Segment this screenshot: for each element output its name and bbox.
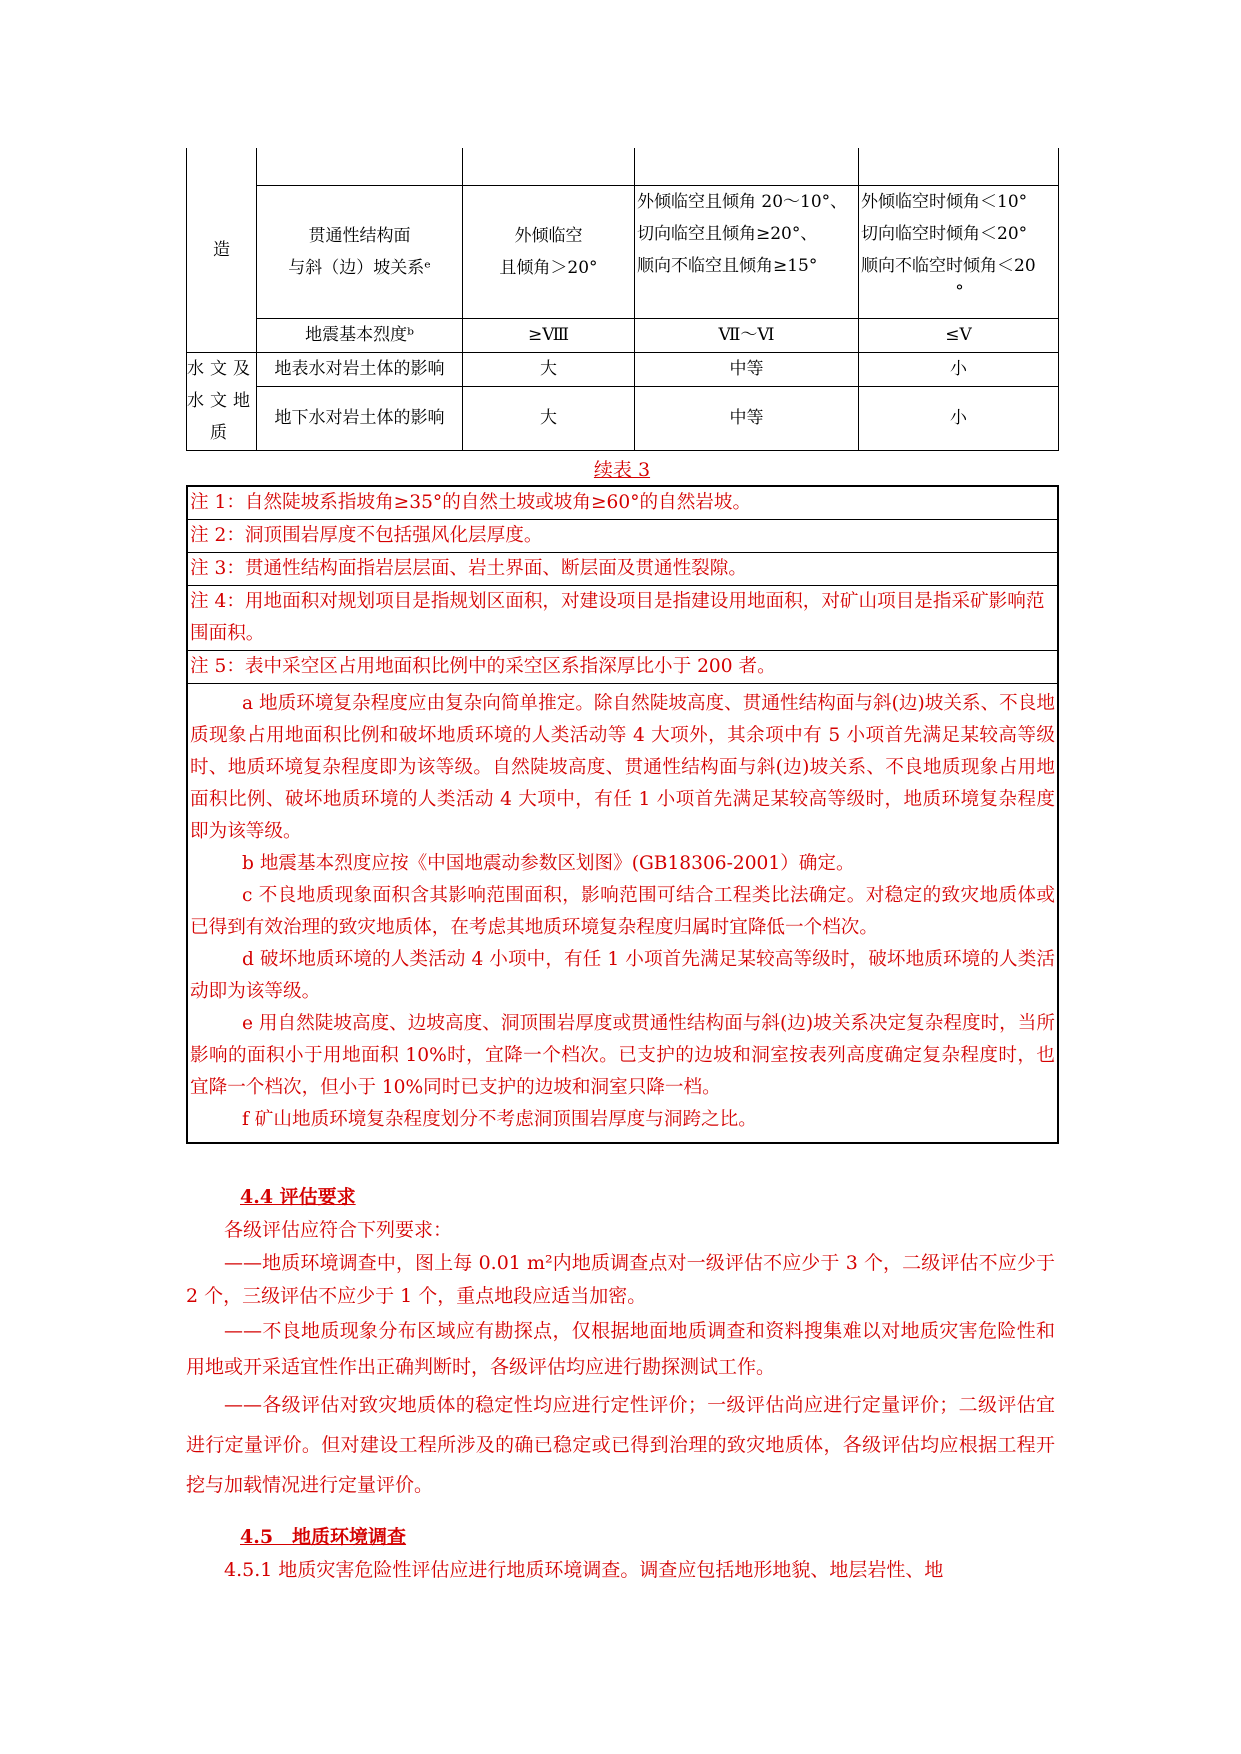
simple-cell: 外倾临空时倾角＜10° 切向临空时倾角＜20° 顺向不临空时倾角＜20 °: [859, 185, 1059, 318]
row-label: 地下水对岩土体的影响: [257, 386, 463, 450]
requirement-item: ——地质环境调查中，图上每 0.01 m²内地质调查点对一级评估不应少于 3 个，二级评估不应少于 2 个，三级评估不应少于 1 个，重点地段应适当加密。: [186, 1252, 1055, 1307]
note-4: 注 4：用地面积对规划项目是指规划区面积，对建设项目是指建设用地面积，对矿山项目是指采矿影响范围面积。: [188, 586, 1057, 651]
section-text: 4.5.1 地质灾害危险性评估应进行地质环境调查。调查应包括地形地貌、地层岩性、地: [224, 1559, 944, 1581]
section-4-4-body: [186, 1214, 1055, 1505]
simple-cell: 小: [859, 386, 1059, 450]
table-row: [187, 352, 1059, 386]
complex-cell: 大: [463, 386, 635, 450]
table-row: [187, 185, 1059, 318]
section-heading-4-4: 4.4 评估要求: [240, 1186, 356, 1208]
category-label: 造: [213, 239, 230, 260]
table-row: [187, 386, 1059, 450]
medium-cell: 中等: [635, 386, 859, 450]
complex-cell: 外倾临空 且倾角＞20°: [463, 185, 635, 318]
footnote-f: f 矿山地质环境复杂程度划分不考虑洞顶围岩厚度与洞跨之比。: [242, 1109, 757, 1130]
medium-cell: 中等: [635, 352, 859, 386]
row-label: 贯通性结构面 与斜（边）坡关系ᵉ: [257, 185, 463, 318]
footnote-e: e 用自然陡坡高度、边坡高度、洞顶围岩厚度或贯通性结构面与斜(边)坡关系决定复杂程度时，当所影响的面积小于用地面积 10%时，宜降一个档次。已支护的边坡和洞室按表列高度确定复杂程度时，也宜降一个档次，但小于 10%同时已支护的边坡和洞室只降一档。: [190, 1013, 1055, 1098]
footnote-c: c 不良地质现象面积含其影响范围面积，影响范围可结合工程类比法确定。对稳定的致灾地质体或已得到有效治理的致灾地质体，在考虑其地质环境复杂程度归属时宜降低一个档次。: [190, 885, 1055, 938]
row-label: 地表水对岩土体的影响: [257, 352, 463, 386]
note-5: 注 5：表中采空区占用地面积比例中的采空区系指深厚比小于 200 者。: [188, 651, 1057, 684]
footnote-a: a 地质环境复杂程度应由复杂向简单推定。除自然陡坡高度、贯通性结构面与斜(边)坡关系、不良地质现象占用地面积比例和破坏地质环境的人类活动等 4 大项外，其余项中有 5 小项首先满足某较高等级时、地质环境复杂程度即为该等级。自然陡坡高度、贯通性结构面与斜(边)坡关系、不良地质现象占用地面积比例、破坏地质环境的人类活动 4 大项中，有任 1 小项首先满足某较高等级时，地质环境复杂程度即为该等级。: [190, 693, 1055, 842]
simple-cell: 小: [859, 352, 1059, 386]
medium-cell: Ⅶ～Ⅵ: [635, 318, 859, 352]
footnote-b: b 地震基本烈度应按《中国地震动参数区划图》(GB18306-2001）确定。: [242, 853, 855, 874]
section-heading-4-5: 4.5 地质环境调查: [240, 1526, 407, 1548]
category-cell-hydro: 水文及 水文地 质: [187, 352, 257, 450]
row-label: 地震基本烈度ᵇ: [257, 318, 463, 352]
notes-box: [186, 485, 1059, 1144]
complex-cell: ≥Ⅷ: [463, 318, 635, 352]
table-row: [187, 148, 1059, 185]
category-cell-structure: [187, 148, 257, 352]
footnote-d: d 破坏地质环境的人类活动 4 小项中，有任 1 小项首先满足某较高等级时，破坏地质环境的人类活动即为该等级。: [190, 949, 1055, 1002]
classification-table: [186, 148, 1059, 451]
footnotes: [188, 684, 1057, 1142]
table-caption: 续表 3: [593, 459, 651, 481]
complex-cell: 大: [463, 352, 635, 386]
section-intro: 各级评估应符合下列要求：: [224, 1219, 453, 1241]
medium-cell: 外倾临空且倾角 20～10°、 切向临空且倾角≥20°、 顺向不临空且倾角≥15°: [635, 185, 859, 318]
note-2: 注 2：洞顶围岩厚度不包括强风化层厚度。: [188, 520, 1057, 553]
section-4-5-body: [186, 1554, 1055, 1586]
note-3: 注 3：贯通性结构面指岩层层面、岩土界面、断层面及贯通性裂隙。: [188, 553, 1057, 586]
requirement-item: ——各级评估对致灾地质体的稳定性均应进行定性评价；一级评估尚应进行定量评价；二级评估宜进行定量评价。但对建设工程所涉及的确已稳定或已得到治理的致灾地质体，各级评估均应根据工程开挖与加载情况进行定量评价。: [186, 1394, 1055, 1496]
requirement-item: ——不良地质现象分布区域应有勘探点，仅根据地面地质调查和资料搜集难以对地质灾害危险性和用地或开采适宜性作出正确判断时，各级评估均应进行勘探测试工作。: [186, 1320, 1055, 1378]
table-row: [187, 318, 1059, 352]
simple-cell: ≤Ⅴ: [859, 318, 1059, 352]
note-1: 注 1：自然陡坡系指坡角≥35°的自然土坡或坡角≥60°的自然岩坡。: [188, 487, 1057, 520]
